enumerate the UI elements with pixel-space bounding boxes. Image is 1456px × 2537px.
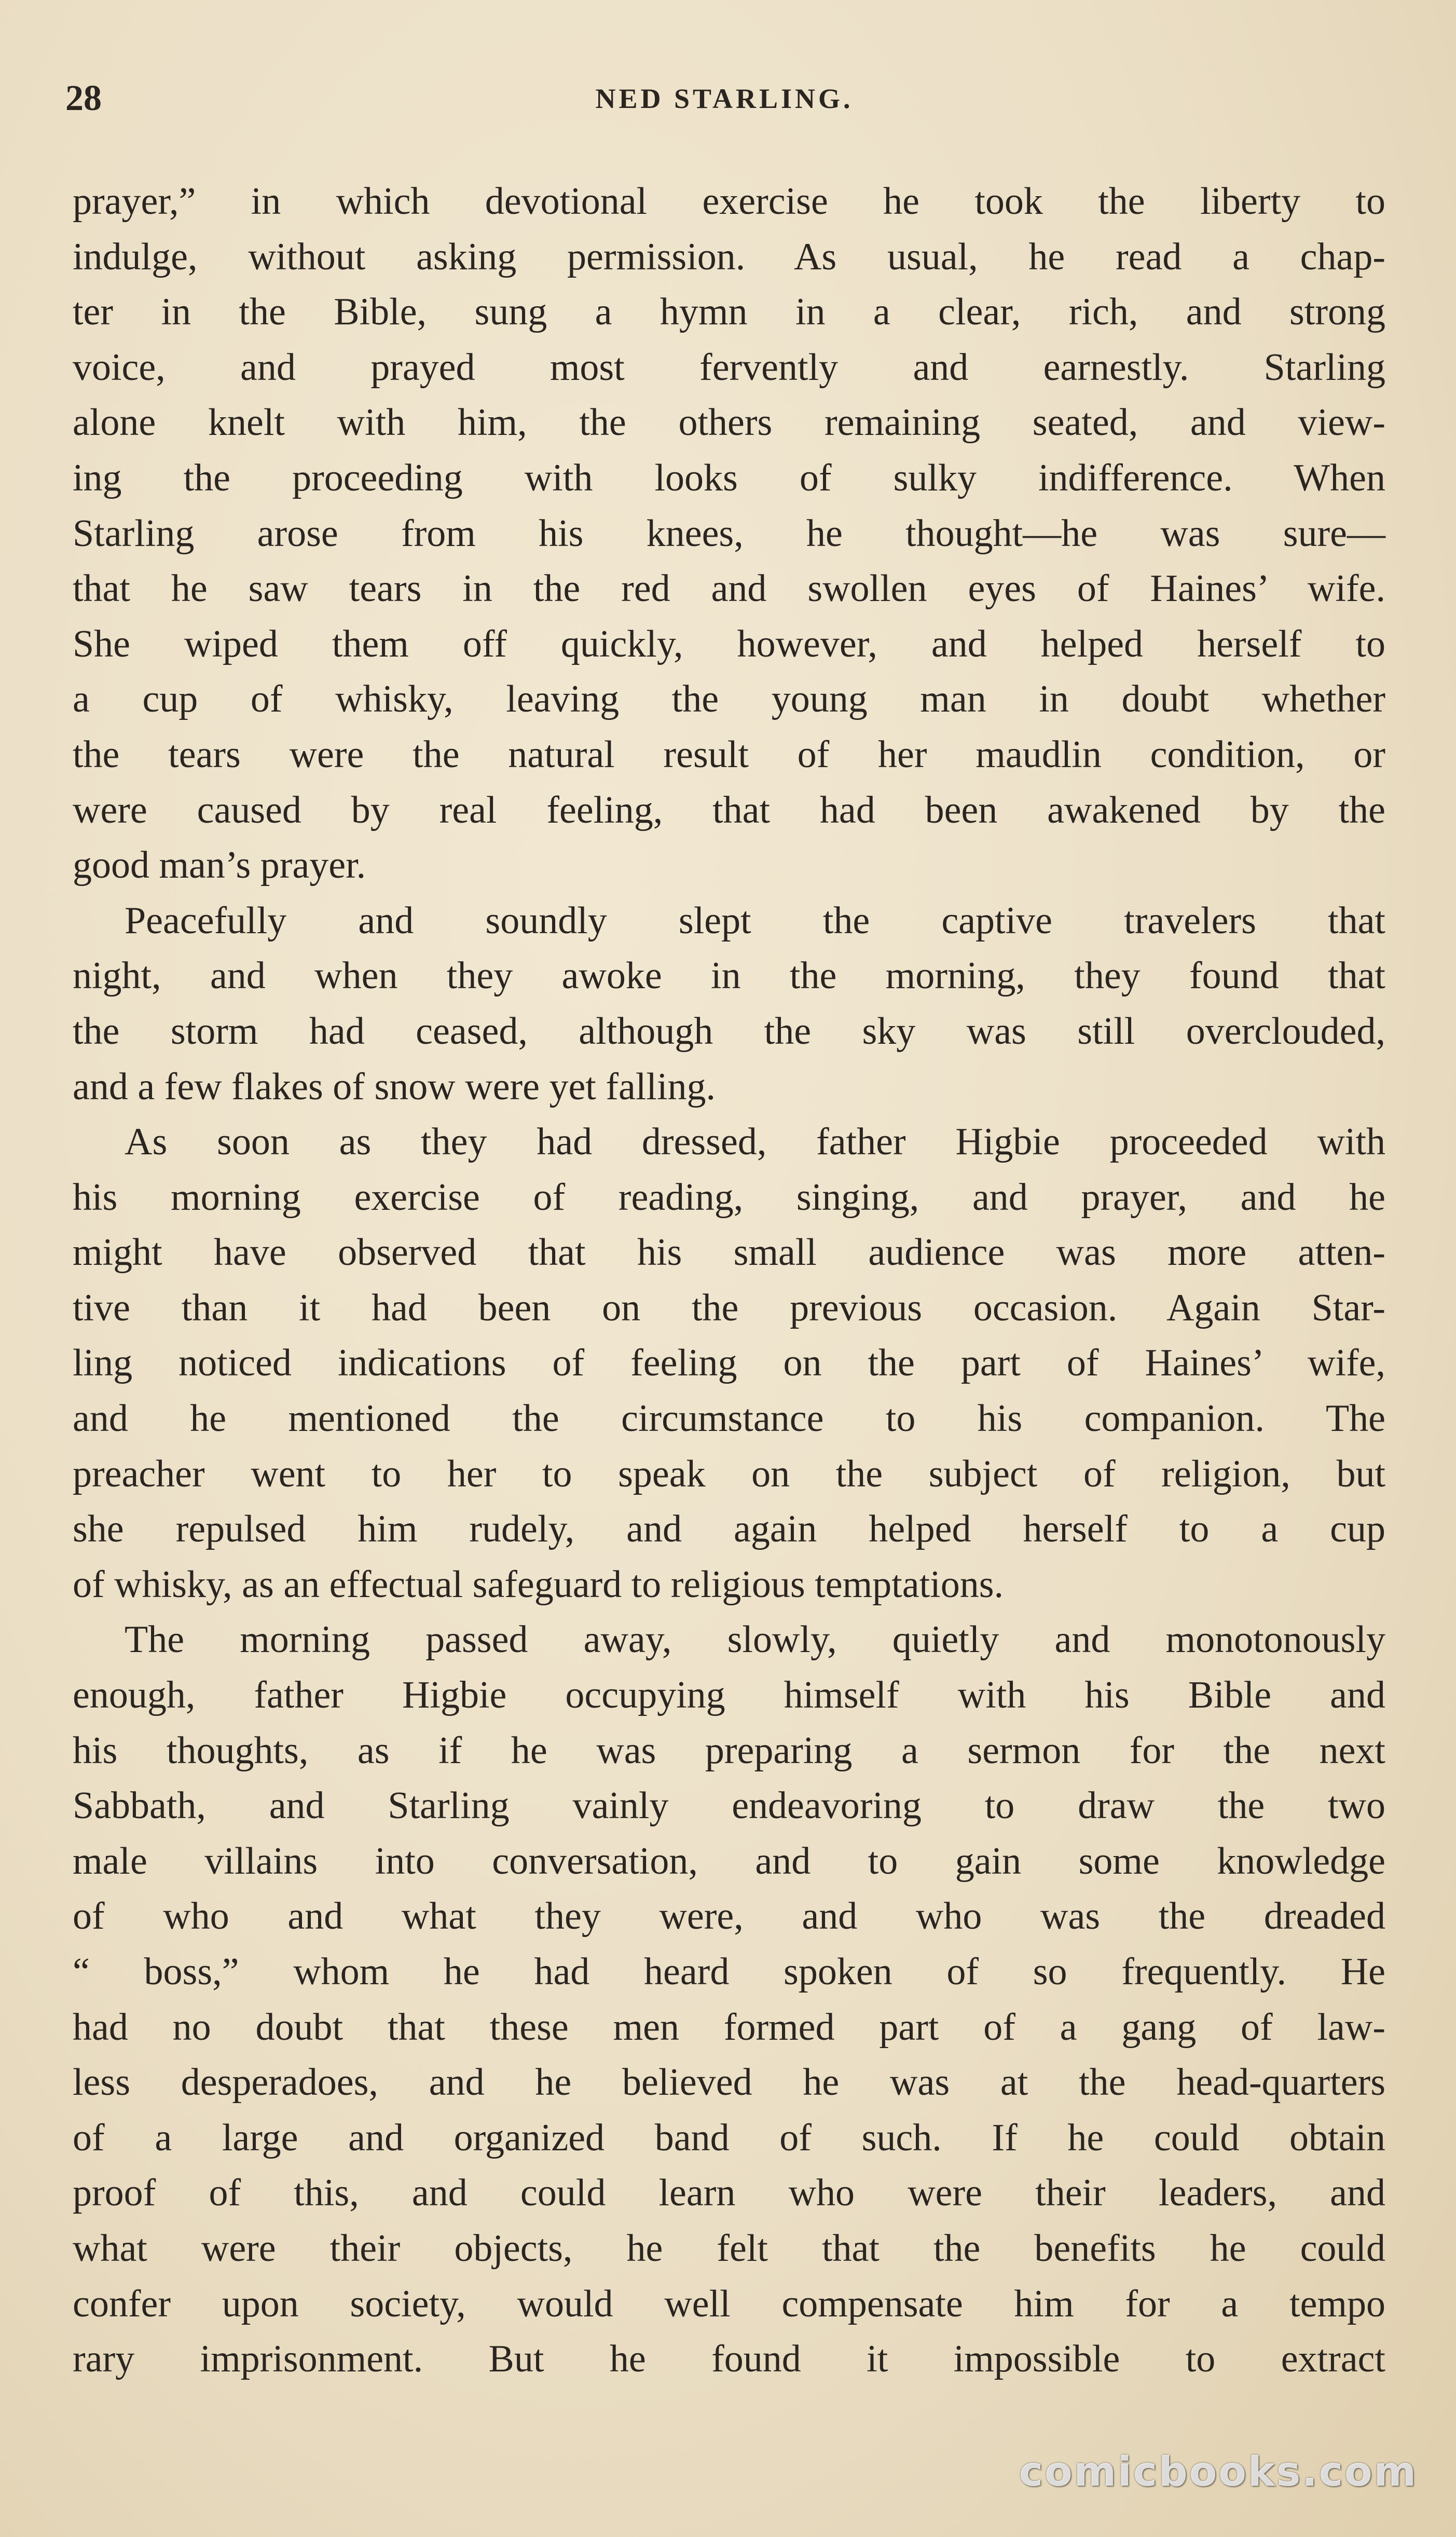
text-line: might have observed that his small audience was more atten- (73, 1231, 1385, 1274)
text-line: preacher went to her to speak on the subject of religion, but (73, 1452, 1385, 1495)
text-line: the tears were the natural result of her maudlin condition, or (73, 733, 1385, 776)
text-line: “ boss,” whom he had heard spoken of so frequently. He (73, 1951, 1385, 1993)
text-line: alone knelt with him, the others remaining seated, and view- (73, 401, 1385, 444)
text-line: were caused by real feeling, that had been awakened by the (73, 788, 1385, 831)
text-line: ling noticed indications of feeling on the part of Haines’ wife, (73, 1342, 1385, 1385)
text-line: had no doubt that these men formed part of a gang of law- (73, 2006, 1385, 2049)
running-title: NED STARLING. (595, 83, 854, 114)
text-line: prayer,” in which devotional exercise he took the liberty to (73, 180, 1385, 223)
text-line: night, and when they awoke in the morning, they found that (73, 954, 1385, 998)
text-line: enough, father Higbie occupying himself with his Bible and (73, 1674, 1385, 1717)
text-line: his thoughts, as if he was preparing a sermon for the next (73, 1729, 1385, 1772)
text-line: less desperadoes, and he believed he was at the head-quarters (73, 2061, 1385, 2104)
text-line: Starling arose from his knees, he thought—he was sure— (73, 512, 1385, 555)
text-line: indulge, without asking permission. As usual, he read a chap- (73, 235, 1385, 278)
text-line: of a large and organized band of such. If he could obtain (73, 2116, 1385, 2159)
text-line: ing the proceeding with looks of sulky indifference. When (73, 456, 1385, 499)
text-line: The morning passed away, slowly, quietly and monotonously (125, 1618, 1385, 1661)
text-line: proof of this, and could learn who were their leaders, and (73, 2172, 1385, 2215)
text-line: and he mentioned the circumstance to his companion. The (73, 1397, 1385, 1440)
running-head (65, 73, 1383, 125)
text-line: She wiped them off quickly, however, and helped herself to (73, 622, 1385, 665)
text-line: ter in the Bible, sung a hymn in a clear, rich, and strong (73, 291, 1385, 334)
text-line: and a few flakes of snow were yet falling. (73, 1065, 716, 1108)
text-line: confer upon society, would well compensate him for a tempo (73, 2282, 1385, 2325)
page-number: 28 (65, 78, 102, 118)
text-line: his morning exercise of reading, singing, and prayer, and he (73, 1176, 1385, 1219)
text-line: As soon as they had dressed, father Higbie proceeded with (125, 1121, 1385, 1164)
text-line: good man’s prayer. (73, 844, 366, 887)
text-line: of who and what they were, and who was the dreaded (73, 1895, 1385, 1938)
text-line: a cup of whisky, leaving the young man in doubt whether (73, 678, 1385, 721)
text-line: rary imprisonment. But he found it impossible to extract (73, 2338, 1385, 2381)
text-line: Peacefully and soundly slept the captive travelers that (125, 899, 1385, 942)
text-line: what were their objects, he felt that the benefits he could (73, 2227, 1385, 2270)
text-line: male villains into conversation, and to gain some knowledge (73, 1839, 1385, 1883)
text-line: of whisky, as an effectual safeguard to religious temptations. (73, 1563, 1004, 1606)
text-line: tive than it had been on the previous occasion. Again Star- (73, 1286, 1385, 1329)
text-line: Sabbath, and Starling vainly endeavoring to draw the two (73, 1784, 1385, 1827)
text-line: she repulsed him rudely, and again helped herself to a cup (73, 1508, 1385, 1551)
text-line: voice, and prayed most fervently and earnestly. Starling (73, 346, 1385, 389)
body-text (73, 174, 1385, 2387)
text-line: that he saw tears in the red and swollen eyes of Haines’ wife. (73, 567, 1385, 610)
watermark: comicbooks.com (1019, 2449, 1418, 2495)
text-line: the storm had ceased, although the sky was still overclouded, (73, 1010, 1385, 1053)
